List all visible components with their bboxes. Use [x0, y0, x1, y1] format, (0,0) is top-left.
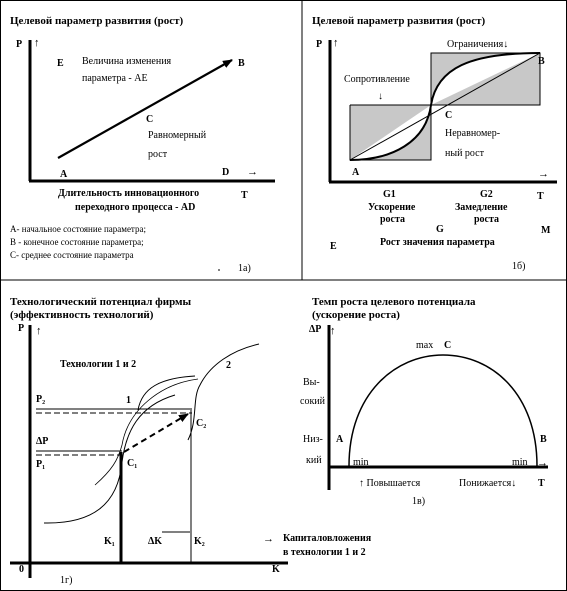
panel-1a: [10, 15, 275, 274]
panel-1a-point-e: E: [57, 58, 64, 69]
panel-1v-title-1: Темп роста целевого потенциала: [312, 296, 476, 308]
panel-1v-falls-label: Понижается↓: [459, 478, 517, 489]
panel-1a-label-uniform-2: рост: [148, 149, 168, 160]
panel-1g-capital-2: в технологии 1 и 2: [283, 547, 366, 558]
panel-1v-high-1: Вы-: [303, 377, 320, 388]
panel-1b-point-a: A: [352, 167, 360, 178]
panel-1g-c2-label: C₂: [196, 418, 207, 429]
panel-1g-curve-1-label: 1: [126, 395, 131, 406]
panel-1v: [300, 296, 548, 507]
panel-1a-caption-2: переходного процесса - AD: [75, 202, 196, 213]
panel-1v-high-2: сокий: [300, 396, 325, 407]
panel-1g-curve-2-lower: [95, 379, 198, 485]
panel-1g-capital-arrow-icon: →: [263, 533, 274, 545]
panel-1g-p1-label: P₁: [36, 459, 46, 470]
panel-1b-point-b: B: [538, 56, 545, 67]
panel-1a-x-arrow-icon: →: [247, 166, 258, 178]
panel-1a-legend-2: В - конечное состояние параметра;: [10, 237, 144, 247]
panel-1b-point-g: G: [436, 224, 444, 235]
panel-1b-x-axis-label: T: [537, 191, 544, 202]
panel-1v-tag: 1в): [412, 496, 426, 507]
panel-1b-point-e: E: [330, 241, 337, 252]
panel-1v-title-2: (ускорение роста): [312, 309, 400, 321]
panel-1a-x-axis-label: T: [241, 190, 248, 201]
panel-1b-resistance-label: Сопротивление: [344, 74, 410, 85]
panel-1g-tag: 1г): [60, 575, 73, 586]
panel-1b-y-arrow-icon: ↑: [333, 37, 339, 49]
panel-1g-y-axis-label: P: [18, 323, 25, 334]
panel-1g-p2-label: P₂: [36, 394, 46, 405]
panel-1a-caption-1: Длительность инновационного: [58, 188, 200, 199]
panel-1v-min-left: min: [353, 457, 369, 468]
panel-1b-g2: G2: [480, 189, 493, 200]
panel-1g-delta-p-label: ΔP: [36, 436, 49, 447]
panel-1b-title: Целевой параметр развития (рост): [312, 15, 486, 27]
panel-1b-accel-1: Ускорение: [368, 202, 416, 213]
panel-1g-k-axis-label: K: [272, 564, 280, 575]
panel-1b-resistance-arrow-icon: ↓: [378, 91, 383, 102]
panel-1v-low-2: кий: [306, 455, 322, 466]
panel-1b-uneven-2: ный рост: [445, 148, 484, 159]
panel-1g-curve-1: [44, 395, 175, 523]
panel-1v-x-arrow-icon: →: [537, 457, 548, 469]
panel-1b-growth-label: Рост значения параметра: [380, 237, 495, 248]
panel-1b-x-arrow-icon: →: [538, 168, 549, 180]
panel-1a-tag: 1а): [238, 263, 251, 274]
panel-1g-transition-arrow: [124, 414, 188, 452]
panel-1g-y-arrow-icon: ↑: [36, 325, 42, 337]
panel-1a-title: Целевой параметр развития (рост): [10, 15, 184, 27]
panel-1b-g1: G1: [383, 189, 396, 200]
panel-1v-low-1: Низ-: [303, 434, 323, 445]
panel-1b-tag: 1б): [512, 261, 526, 272]
panel-1a-point-c: C: [146, 114, 154, 125]
panel-1a-y-axis-label: P: [16, 39, 23, 50]
panel-1g-capital-1: Капиталовложения: [283, 533, 372, 544]
panel-1a-legend-3: С- среднее состояние параметра: [10, 250, 134, 260]
panel-1a-label-change-1: Величина изменения: [82, 56, 172, 67]
panel-1b-y-axis-label: P: [316, 39, 323, 50]
panel-1g-origin-label: 0: [19, 564, 24, 575]
panel-1v-rises-label: ↑ Повышается: [359, 478, 421, 489]
panel-1v-x-axis-label: T: [538, 478, 545, 489]
panel-1v-arc: [349, 355, 537, 466]
panel-1a-point-b: B: [238, 58, 245, 69]
panel-1b-constraints-label: Ограничения↓: [447, 39, 509, 50]
panel-1v-min-right: min: [512, 457, 528, 468]
panel-1v-point-b: B: [540, 434, 547, 445]
panel-1a-label-uniform-1: Равномерный: [148, 130, 207, 141]
panel-1b-decel-1: Замедление: [455, 202, 508, 213]
panel-1a-y-arrow-icon: ↑: [34, 37, 40, 49]
panel-1v-max-label: max: [416, 340, 434, 351]
panel-1g-c1-label: C₁: [127, 458, 138, 469]
panel-1g-k1-label: K₁: [104, 536, 115, 547]
panel-1v-point-a: A: [336, 434, 344, 445]
panel-1b-point-m: M: [541, 225, 551, 236]
panel-1v-point-c: C: [444, 340, 452, 351]
panel-1b-accel-2: роста: [380, 214, 406, 225]
panel-1b-decel-2: роста: [474, 214, 500, 225]
panel-1a-legend-1: А- начальное состояние параметра;: [10, 224, 146, 234]
panel-1v-y-arrow-icon: ↑: [330, 325, 336, 337]
panel-1v-y-axis-label: ΔP: [309, 324, 322, 335]
panel-1b-uneven-1: Неравномер-: [445, 128, 501, 139]
panel-1a-label-change-2: параметра - AE: [82, 73, 148, 84]
panel-1g-title-1: Технологический потенциал фирмы: [10, 296, 192, 308]
panel-1a-point-d: D: [222, 167, 230, 178]
panel-1g-delta-k-label: ΔK: [148, 536, 163, 547]
panel-1b-point-c: C: [445, 110, 453, 121]
panel-1g-k2-label: K₂: [194, 536, 205, 547]
panel-1g-tech-label: Технологии 1 и 2: [60, 359, 137, 370]
panel-1g-title-2: (эффективность технологий): [10, 309, 154, 321]
panel-1a-point-a: A: [60, 169, 68, 180]
panel-1g-curve-2-label: 2: [226, 360, 231, 371]
panel-1b: [312, 15, 557, 272]
